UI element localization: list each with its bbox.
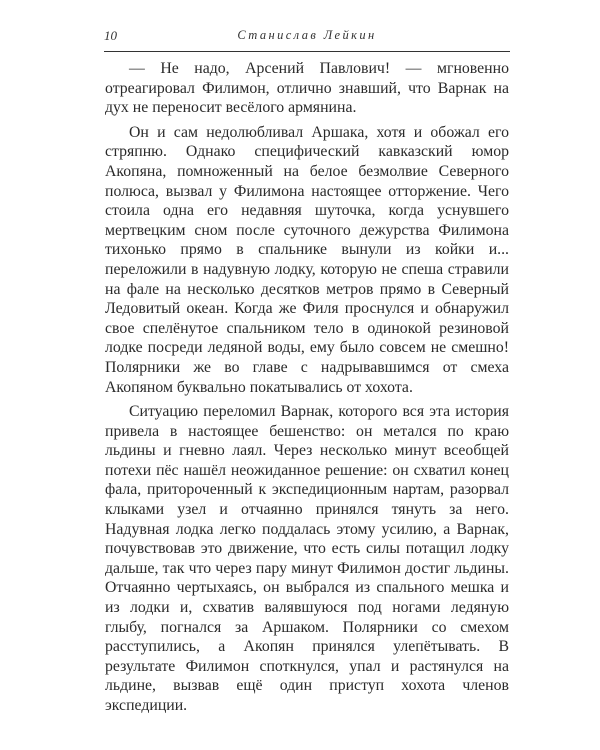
running-head-author: Станислав Лейкин	[237, 28, 377, 42]
paragraph-2: Он и сам недолюбливал Аршака, хотя и обожал его стряпню. Однако специфический кавказский юмор Акопяна, помноженный на белое безмолвие Северного полюса, вызвал у Филимона настоящее отторжение. Чего стоила одна его недавняя шуточка, когда уснувшего мертвецким сном после суточного дежурства Филимона тихонько прямо в спальнике вынули из койки и... переложили в надувную лодку, которую не спеша стравили на фале на несколько десятков метров прямо в Северный Ледовитый океан. Когда же Филя проснулся и обнаружил свое спелёнутое спальником тело в одинокой резиновой лодке посреди ледяной воды, ему было совсем не смешно! Полярники же во главе с надрывавшимся от смеха Акопяном буквально покатывались от хохота.	[105, 123, 509, 396]
header-divider	[104, 51, 510, 52]
paragraph-1: — Не надо, Арсений Павлович! — мгновенно отреагировал Филимон, отлично знавший, что Варнак на дух не переносит весёлого армянина.	[105, 60, 509, 117]
paragraph-3: Ситуацию переломил Варнак, которого вся эта история привела в настоящее бешенство: он метался по краю льдины и гневно лаял. Через несколько минут всеобщей потехи пёс нашёл неожиданное решение: он схватил конец фала, притороченный к экспедиционным нартам, разорвал клыками узел и отчаянно принялся тянуть за него. Надувная лодка легко поддалась этому усилию, а Варнак, почувствовав это движение, что есть силы потащил лодку дальше, так что через пару минут Филимон достиг льдины. Отчаянно чертыхаясь, он выбрался из спального мешка и из лодки и, схватив валявшуюся под ногами ледяную глыбу, погнался за Аршаком. Полярники со смехом расступились, а Акопян принялся улепётывать. В результате Филимон споткнулся, упал и растянулся на льдине, вызвав ещё один приступ хохота членов экспедиции.	[105, 403, 509, 714]
body-text	[105, 59, 509, 716]
page-header	[104, 26, 510, 48]
page-number: 10	[104, 28, 117, 43]
